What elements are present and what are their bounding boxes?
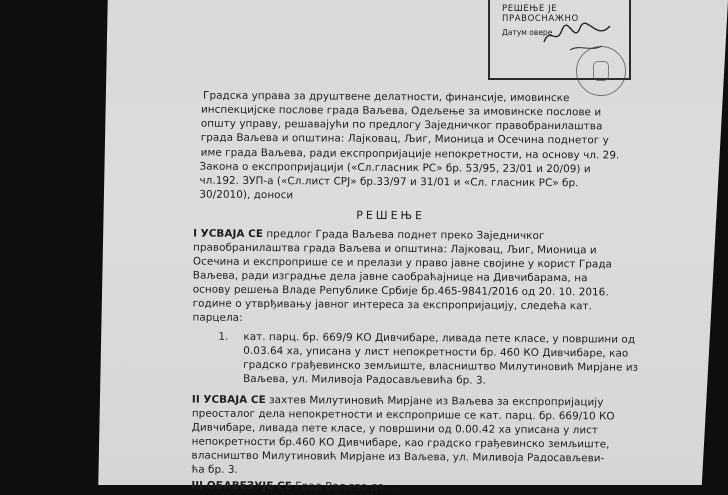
item-1-line: 0.03.64 ха, уписана у лист непокретности бр. 460 КО Дивчибаре, као [243,344,629,360]
section-2-first-line [192,394,604,409]
section-2-line: Дивчибаре, ливада пете класе, у површини од 0.00.42 ха уписана у лист [191,421,599,437]
section-2-line: преосталог дела непокретности и експроприше се кат. парц. бр. 669/10 КО [191,407,615,423]
section-1-line: парцела: [192,311,243,324]
section-1-line: године о утврђивању јавног интереса за експропријацију, следећа кат. [192,297,593,313]
preamble-line: инспекцијске послове града Ваљева, Одељење за имовинске послове и [200,103,602,119]
stamp-date-label: Датум овере [502,28,553,37]
decision-heading: РЕШЕЊЕ [356,208,426,223]
section-2-line: власништво Милутиновић Мирјане из Ваљева, ул. Миливоја Радосављеви- [191,449,605,465]
section-1-line: Ваљева, ради изградње дела јавне саобраћајнице на Дивчибарама, на [192,269,588,285]
preamble-line: чл.192. ЗУП-а («Сл.лист СРЈ» бр.33/97 и 31/01 и «Сл. гласник РС» бр. [199,174,579,190]
preamble-line: име града Ваљева, ради експропријације непокретности, на основу чл. 29. [200,146,620,162]
item-1-number: 1. [218,330,229,343]
item-1-line: Ваљева, ул. Миливоја Радосављевића бр. 3. [243,372,487,387]
section-2-line: ћа бр. 3. [191,463,238,476]
preamble-line: 30/2010), доноси [199,188,294,202]
preamble-line: општу управу, решавајући по предлогу Заједничког правобранилаштва [200,117,603,133]
section-1-first-line-text: предлог Града Ваљева поднет преко Заједничког [262,228,545,243]
section-3-first-line [191,480,397,493]
item-1-line: градско грађевинско земљиште, власништво Милутиновић Мирјане из [243,358,639,374]
section-3-lead: III ОБАВЕЗУЈЕ СЕ [191,479,292,493]
section-1-line: правобранилаштва града Ваљева и општина: Лајковац, Љиг, Мионица и [192,241,597,257]
item-1-line: кат. парц. бр. 669/9 КО Дивчибаре, ливада пете класе, у површини од [243,330,636,346]
section-2-first-line-text: захтев Милутиновић Мирјане из Ваљева за експропријацију [265,394,604,409]
section-1-first-line [193,228,544,242]
preamble-line: Градска управа за друштвене делатности, финансије, имовинске [203,89,570,105]
preamble-line: Закона о експропријацији («Сл.гласник РС» бр. 53/95, 23/01 и 20/09) и [199,160,591,176]
section-1-lead: I УСВАЈА СЕ [193,227,264,241]
section-3-partial-text: Град Ваљево да ... [291,480,398,493]
section-2-lead: II УСВАЈА СЕ [191,393,266,407]
section-1-line: основу решења Владе Републике Србије бр.465-9841/2016 од 20. 10. 2016. [192,283,609,299]
section-2-line: непокретности бр.460 КО Дивчибаре, као градско грађевинско земљиште, [191,435,610,451]
stamp-title: РЕШЕЊЕ ЈЕ ПРАВОСНАЖНО [502,4,579,24]
preamble-line: града Ваљева и општина: Лајковац, Љиг, Мионица и Осечина поднетог у [200,131,609,147]
section-1-line: Осечина и експроприше се и прелази у право јавне својине у корист Града [192,255,613,271]
